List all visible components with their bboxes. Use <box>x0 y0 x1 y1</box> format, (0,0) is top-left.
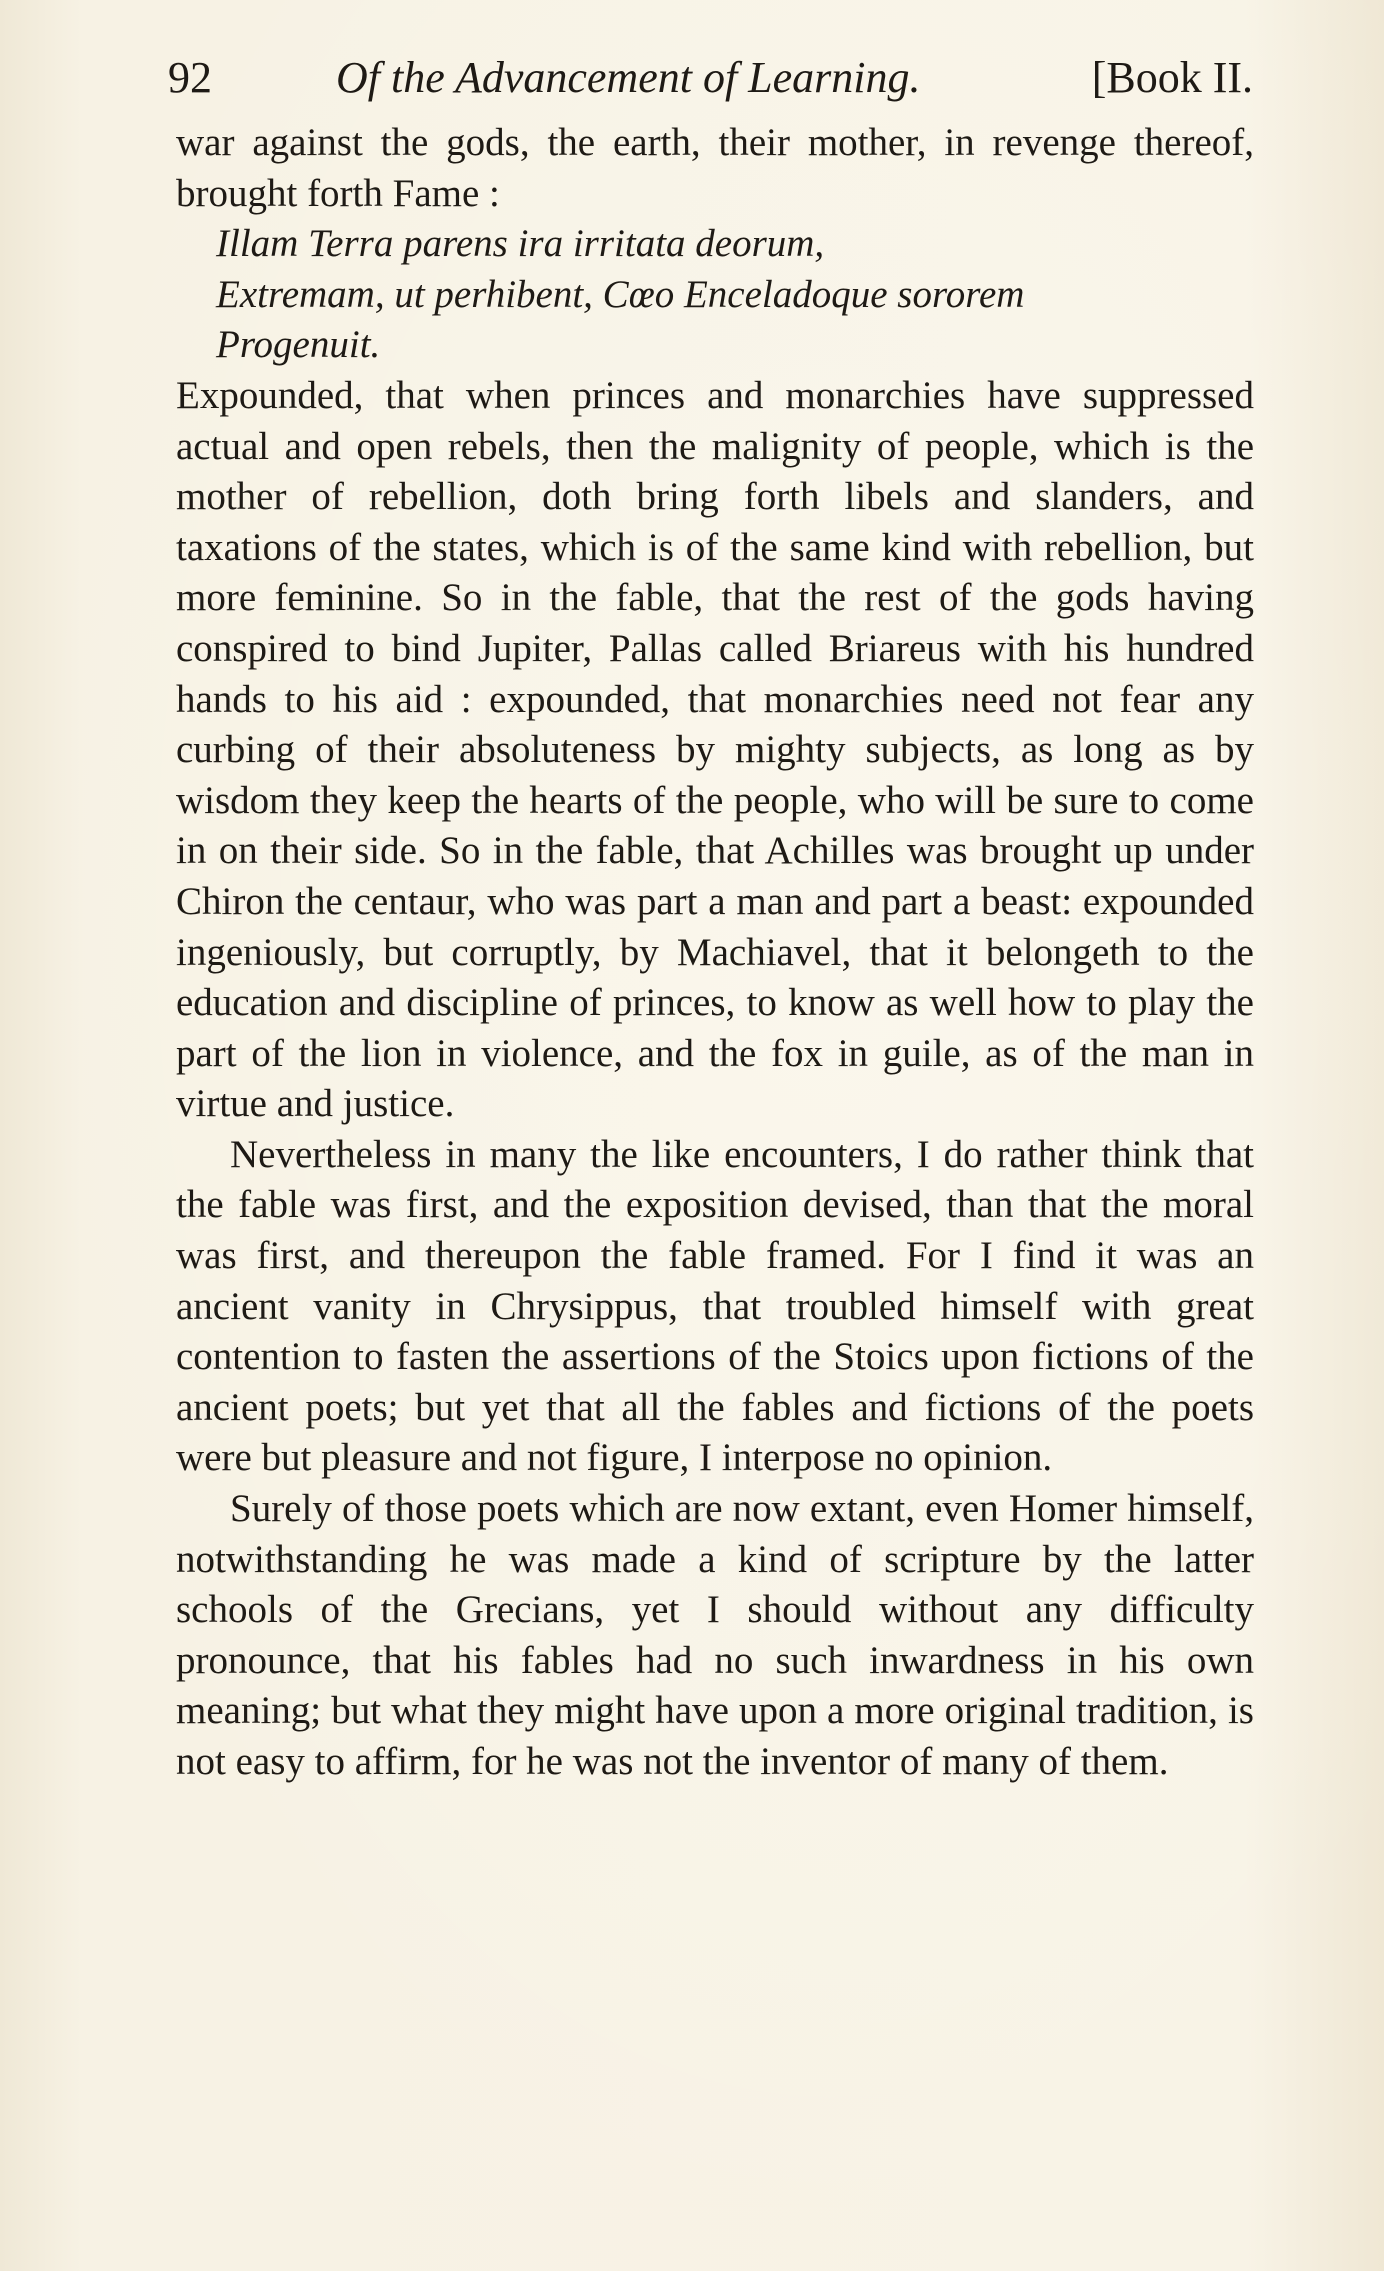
page-number: 92 <box>168 53 212 102</box>
paragraph-1: war against the gods, the earth, their mother, in revenge thereof, brought forth Fame : <box>176 121 1254 215</box>
verse-line-1: Illam Terra parens ira irritata deorum, <box>216 222 825 266</box>
page-header <box>168 46 1253 110</box>
paragraph-4: Surely of those poets which are now extant, even Homer himself, notwithstanding he was made a kind of scripture by the latter schools of the Grecians, yet I should without any difficulty pronounce, that his fables had no such inwardness in his own meaning; but what they might have upon a more original tradition, is not easy to affirm, for he was not the inventor of many of them. <box>176 1487 1254 1783</box>
verse-line-3: Progenuit. <box>216 323 381 367</box>
book-label: [Book II. <box>1091 53 1253 102</box>
paragraph-3: Nevertheless in many the like encounters, I do rather think that the fable was first, and the exposition devised, than that the moral was first, and thereupon the fable framed. For I find it was an ancient vanity in Chrysippus, that troubled himself with great contention to fasten the assertions of the Stoics upon fictions of the ancient poets; but yet that all the fables and fictions of the poets were but pleasure and not figure, I interpose no opinion. <box>176 1132 1254 1480</box>
latin-verse-quote <box>176 219 1254 371</box>
verse-line-2: Extremam, ut perhibent, Cœo Enceladoque sororem <box>216 272 1025 316</box>
running-title: Of the Advancement of Learning. <box>336 53 921 102</box>
paragraph-2: Expounded, that when princes and monarchies have suppressed actual and open rebels, then the malignity of people, which is the mother of rebellion, doth bring forth libels and slanders, and taxations of the states, which is of the same kind with rebellion, but more feminine. So in the fable, that the rest of the gods having conspired to bind Jupiter, Pallas called Briareus with his hundred hands to his aid : expounded, that monarchies need not fear any curbing of their absoluteness by mighty subjects, as long as by wisdom they keep the hearts of the people, who will be sure to come in on their side. So in the fable, that Achilles was brought up under Chiron the centaur, who was part a man and part a beast: expounded ingeniously, but corruptly, by Machiavel, that it belongeth to the education and discipline of princes, to know as well how to play the part of the lion in violence, and the fox in guile, as of the man in virtue and justice. <box>176 373 1254 1126</box>
body-text <box>176 118 1254 1788</box>
